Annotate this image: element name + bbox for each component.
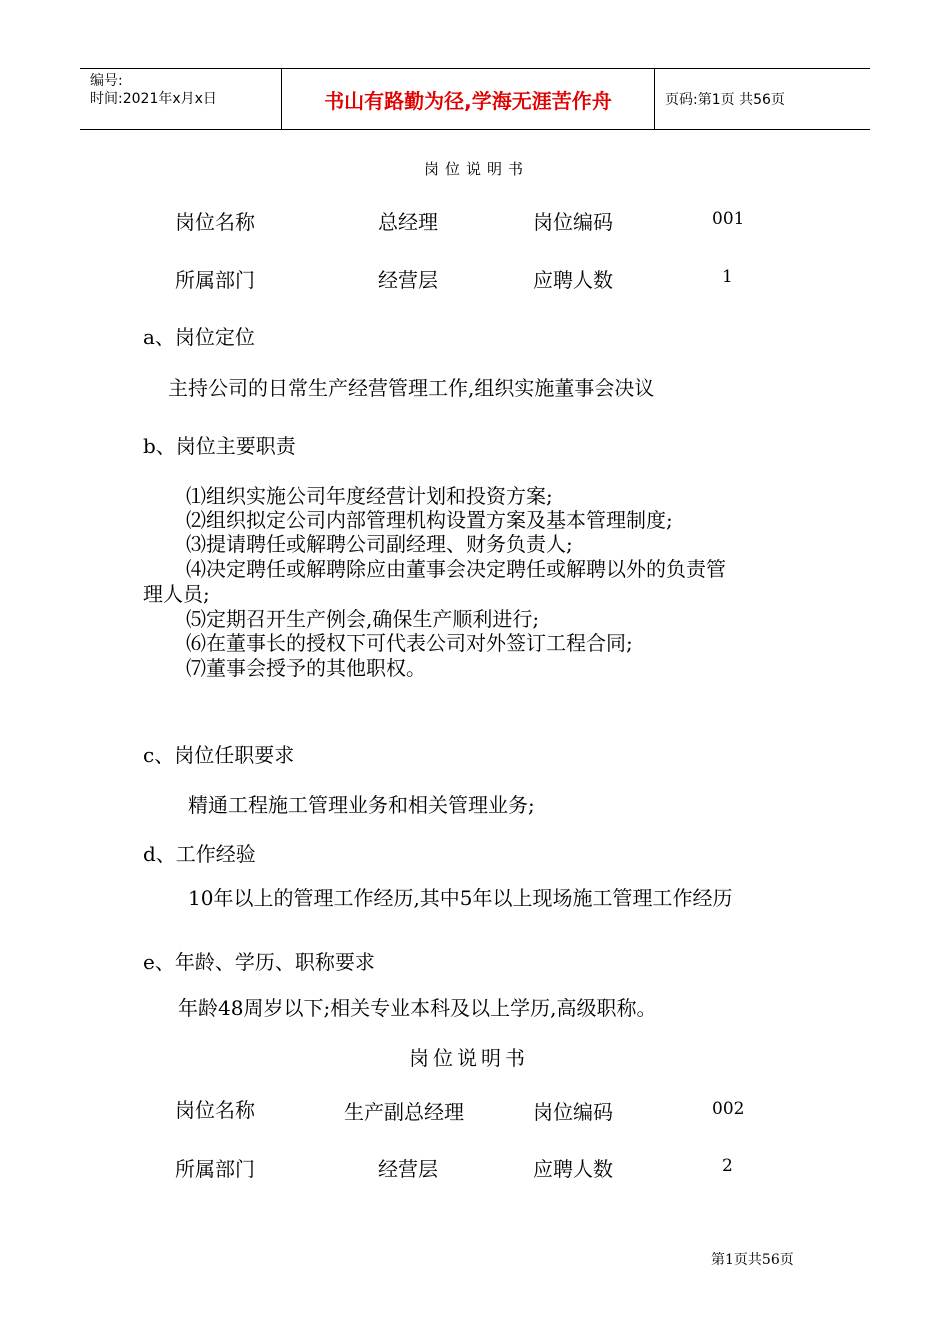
duty-item: ⑴组织实施公司年度经营计划和投资方案;: [186, 484, 553, 508]
section-c-text: 精通工程施工管理业务和相关管理业务;: [188, 793, 535, 817]
duty-item: ⑹在董事长的授权下可代表公司对外签订工程合同;: [186, 631, 633, 655]
doc1-row2-value1: 经营层: [378, 268, 438, 292]
doc2-row1-value2: 002: [712, 1099, 745, 1119]
doc1-row1-label1: 岗位名称: [175, 210, 255, 234]
duty-item-continued: 理人员;: [143, 582, 210, 606]
duty-item: ⑵组织拟定公司内部管理机构设置方案及基本管理制度;: [186, 508, 673, 532]
doc2-row2-label2: 应聘人数: [533, 1157, 613, 1181]
header-page-info: 页码:第1页 共56页: [665, 92, 785, 108]
footer-page-info: 第1页共56页: [711, 1252, 794, 1268]
number-label: 编号:: [90, 73, 123, 89]
section-a-heading: a、岗位定位: [143, 325, 255, 349]
doc2-row2-value2: 2: [722, 1156, 733, 1176]
doc2-row1-label1: 岗位名称: [175, 1098, 255, 1122]
doc1-row1-label2: 岗位编码: [533, 210, 613, 234]
doc1-row2-value2: 1: [722, 267, 733, 287]
doc1-row2-label1: 所属部门: [175, 268, 255, 292]
doc1-row1-value1: 总经理: [378, 210, 438, 234]
duty-item: ⑷决定聘任或解聘除应由董事会决定聘任或解聘以外的负责管: [186, 557, 726, 581]
section-e-text: 年龄48周岁以下;相关专业本科及以上学历,高级职称。: [178, 996, 657, 1020]
header-left-cell: [80, 69, 282, 129]
time-label: 时间:2021年x月x日: [90, 91, 217, 107]
header-motto-cell: [282, 69, 655, 129]
section-e-heading: e、年龄、学历、职称要求: [143, 950, 375, 974]
section-c-heading: c、岗位任职要求: [143, 743, 295, 767]
duty-item: ⑺董事会授予的其他职权。: [186, 656, 426, 680]
doc2-row1-label2: 岗位编码: [533, 1100, 613, 1124]
doc2-row2-label1: 所属部门: [175, 1157, 255, 1181]
doc1-row1-value2: 001: [712, 209, 745, 229]
doc2-title: 岗位说明书: [409, 1046, 529, 1070]
duty-item: ⑶提请聘任或解聘公司副经理、财务负责人;: [186, 532, 573, 556]
page-header: [80, 68, 870, 130]
doc2-row1-value1: 生产副总经理: [344, 1100, 464, 1124]
duty-item: ⑸定期召开生产例会,确保生产顺利进行;: [186, 607, 540, 631]
motto-text: 书山有路勤为径,学海无涯苦作舟: [324, 88, 612, 113]
doc1-title: 岗位说明书: [424, 160, 530, 178]
header-page-cell: [655, 69, 870, 129]
section-d-text: 10年以上的管理工作经历,其中5年以上现场施工管理工作经历: [188, 886, 733, 910]
section-a-text: 主持公司的日常生产经营管理工作,组织实施董事会决议: [168, 376, 655, 400]
section-b-heading: b、岗位主要职责: [143, 434, 296, 458]
doc1-row2-label2: 应聘人数: [533, 268, 613, 292]
section-d-heading: d、工作经验: [143, 842, 256, 866]
doc2-row2-value1: 经营层: [378, 1157, 438, 1181]
